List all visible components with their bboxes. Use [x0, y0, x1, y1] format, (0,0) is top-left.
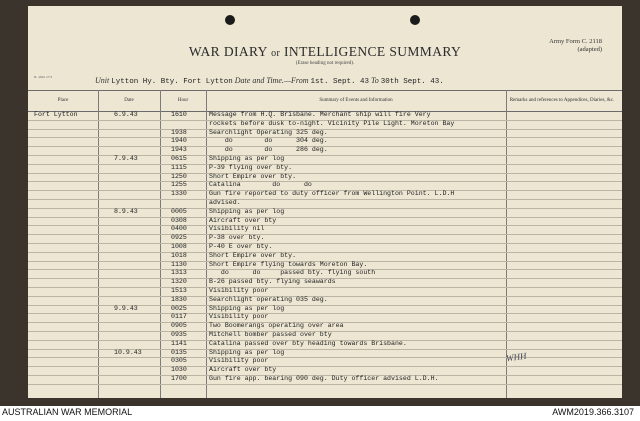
army-form-label: Army Form C. 2118: [549, 38, 602, 45]
summary-cell: Message from H.Q. Brisbane. Merchant ship will fire Very: [209, 111, 431, 118]
summary-cell: Gun fire app. bearing 090 deg. Duty officer advised L.D.H.: [209, 374, 439, 382]
summary-cell: Searchlight Operating 325 deg.: [209, 128, 328, 136]
hour-cell: 1130: [171, 260, 187, 268]
summary-cell: Visibility nil: [209, 225, 265, 233]
hour-cell: 1030: [171, 366, 187, 374]
summary-cell: Short Empire flying towards Moreton Bay.: [209, 260, 368, 268]
hour-cell: 0400: [171, 225, 187, 233]
hour-cell: 0308: [171, 216, 187, 224]
table-header: [28, 90, 622, 112]
summary-cell: Shipping as per log: [209, 207, 285, 215]
hour-cell: 1610: [171, 111, 187, 118]
summary-cell: Visibility poor: [209, 286, 269, 294]
column-header-place: Place: [57, 98, 69, 104]
summary-cell: Two Boomerangs operating over area: [209, 322, 344, 330]
hour-cell: 1943: [171, 146, 187, 154]
column-header-summary: Summary of Events and Information: [319, 98, 393, 104]
summary-cell: Gun fire reported to duty officer from Wellington Point. L.D.H: [209, 190, 455, 198]
date-cell: 8.9.43: [114, 207, 138, 215]
title-war-diary: WAR DIARY: [188, 44, 268, 59]
summary-cell: Shipping as per log: [209, 348, 285, 356]
hour-cell: 1700: [171, 374, 187, 382]
signature-initials: WHH: [505, 350, 528, 364]
table-row: [28, 376, 622, 385]
hour-cell: 1940: [171, 137, 187, 145]
hour-cell: 1250: [171, 172, 187, 180]
summary-cell: do do passed bty. flying south: [209, 269, 376, 277]
punch-hole: [410, 15, 420, 25]
column-header-remarks: Remarks and references to Appendices, Diaries, &c.: [509, 98, 615, 104]
hour-cell: 1115: [171, 163, 187, 171]
summary-cell: Catalina do do: [209, 181, 312, 189]
hour-cell: 1320: [171, 278, 187, 286]
form-title: [28, 44, 622, 60]
summary-cell: P-38 over bty.: [209, 234, 265, 242]
punch-hole: [225, 15, 235, 25]
to-label: To: [370, 76, 379, 85]
summary-cell: advised.: [209, 198, 241, 206]
summary-cell: do do 304 deg.: [209, 137, 328, 145]
place-cell: Fort Lytton: [34, 111, 78, 118]
hour-cell: 1018: [171, 251, 187, 259]
army-form-note: (adapted): [577, 46, 602, 54]
summary-cell: Aircraft over bty: [209, 216, 277, 224]
form-subtitle: (Erase heading not required).: [295, 61, 355, 66]
to-value: 30th Sept. 43.: [380, 78, 444, 86]
summary-cell: P-39 flying over bty.: [209, 163, 293, 171]
army-form-number: [549, 38, 602, 55]
diary-sheet: [28, 6, 622, 398]
unit-line: [95, 76, 444, 86]
summary-cell: Short Empire over bty.: [209, 251, 297, 259]
summary-cell: Catalina passed over bty heading towards Brisbane.: [209, 339, 407, 347]
summary-cell: Short Empire over bty.: [209, 172, 297, 180]
hour-cell: 0935: [171, 330, 187, 338]
hour-cell: 1330: [171, 190, 187, 198]
summary-cell: rockets before dusk to-night. Vicinity Pile Light. Moreton Bay: [209, 119, 455, 127]
title-intelligence-summary: INTELLIGENCE SUMMARY: [284, 44, 462, 59]
summary-cell: Aircraft over bty: [209, 366, 277, 374]
footer-accession-number: AWM2019.366.3107: [552, 407, 634, 417]
hour-cell: 0135: [171, 348, 187, 356]
date-cell: 9.9.43: [114, 304, 138, 312]
hour-cell: 1141: [171, 339, 187, 347]
date-cell: 6.9.43: [114, 111, 138, 118]
form-code: B. 4062 27/3: [34, 75, 53, 79]
date-cell: 10.9.43: [114, 348, 142, 356]
summary-cell: do do 286 deg.: [209, 146, 328, 154]
summary-cell: Visibility poor: [209, 357, 269, 365]
date-label: Date and Time.—From: [234, 76, 309, 85]
hour-cell: 1938: [171, 128, 187, 136]
from-value: 1st. Sept. 43: [310, 78, 369, 86]
summary-cell: Searchlight operating 035 deg.: [209, 295, 328, 303]
hour-cell: 0905: [171, 322, 187, 330]
hour-cell: 1313: [171, 269, 187, 277]
title-or: or: [271, 48, 281, 59]
hour-cell: 0025: [171, 304, 187, 312]
summary-cell: P-40 E over bty.: [209, 242, 273, 250]
hour-cell: 0615: [171, 154, 187, 162]
column-header-date: Date: [124, 98, 134, 104]
unit-label: Unit: [95, 76, 110, 85]
diary-entries: [28, 112, 622, 385]
hour-cell: 1830: [171, 295, 187, 303]
summary-cell: B-26 passed bty. flying seawards: [209, 278, 336, 286]
hour-cell: 0005: [171, 207, 187, 215]
column-header-hour: Hour: [177, 98, 189, 104]
date-cell: 7.9.43: [114, 154, 138, 162]
footer-credit: AUSTRALIAN WAR MEMORIAL: [2, 407, 133, 417]
summary-cell: Shipping as per log: [209, 154, 285, 162]
hour-cell: 0117: [171, 313, 187, 321]
hour-cell: 0925: [171, 234, 187, 242]
hour-cell: 1008: [171, 242, 187, 250]
hour-cell: 1255: [171, 181, 187, 189]
hour-cell: 0305: [171, 357, 187, 365]
hour-cell: 1513: [171, 286, 187, 294]
summary-cell: Shipping as per log: [209, 304, 285, 312]
unit-value: Lytton Hy. Bty. Fort Lytton: [111, 78, 233, 86]
summary-cell: Mitchell bomber passed over bty: [209, 330, 332, 338]
summary-cell: Visibility poor: [209, 313, 269, 321]
